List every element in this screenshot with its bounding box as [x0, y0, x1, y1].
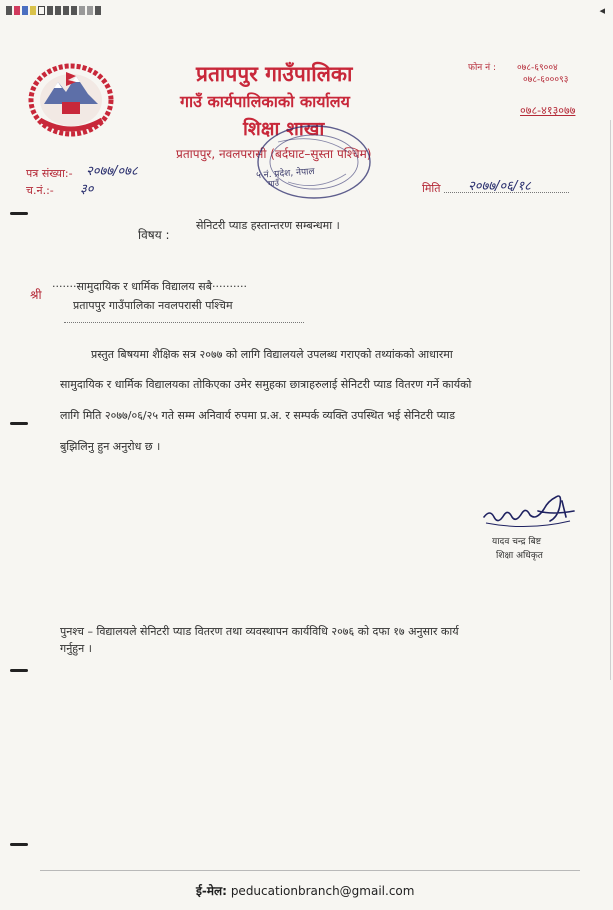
letter-number-label: पत्र संख्या:- [26, 167, 73, 180]
date-value: २०७७/०६/१८ [468, 179, 531, 194]
signer-title: शिक्षा अधिकृत [496, 551, 543, 561]
punch-mark [10, 843, 28, 846]
punch-mark [10, 212, 28, 215]
date-label: मिति [422, 182, 441, 195]
office-name: गाउँ कार्यपालिकाको कार्यालय [180, 92, 350, 111]
addressee-prefix: श्री [30, 288, 42, 302]
stamp-text: ५ नं. प्रदेश, नेपाल [255, 166, 315, 182]
dispatch-number-value: ३० [80, 182, 94, 197]
office-address: प्रतापपुर, नवलपरासी (बर्दघाट–सुस्ता पश्चिम) [176, 147, 372, 161]
subject-label: विषय : [138, 228, 170, 242]
body-text-line: लागि मिति २०७७/०६/२५ गते सम्म अनिवार्य रुपमा प्र.अ. र सम्पर्क व्यक्ति उपस्थित भई सेनिटरी प्याड [60, 409, 456, 422]
email-label: ई-मेल: [196, 884, 227, 898]
office-reg-number: ०७८-४१३०७७ [520, 104, 576, 117]
organization-name: प्रतापपुर गाउँपालिका [196, 62, 353, 86]
subject-text: सेनिटरी प्याड हस्तान्तरण सम्बन्धमा । [196, 219, 340, 232]
body-text-line: प्रस्तुत बिषयमा शैक्षिक सत्र २०७७ को लागि विद्यालयले उपलब्ध गराएको तथ्यांकको आधारमा [91, 348, 453, 361]
page-edge-shadow [610, 120, 611, 680]
section-name: शिक्षा शाखा [243, 118, 325, 140]
footer-divider [40, 870, 580, 871]
footer-email [196, 882, 414, 899]
signer-name: यादव चन्द्र बिष्ट [492, 537, 542, 547]
email-address[interactable]: peducationbranch@gmail.com [230, 884, 415, 898]
government-emblem-icon [26, 58, 116, 138]
dispatch-number-label: च.नं.:- [26, 184, 54, 197]
letter-number-value: २०७७/०७८ [86, 164, 138, 179]
body-text-line: सामुदायिक र धार्मिक विद्यालयका तोकिएका उमेर समुहका छात्राहरुलाई सेनिटरी प्याड वितरण गर्ने कार्यको [60, 378, 472, 391]
phone-number-2: ०७८-६०००९३ [523, 75, 569, 85]
postscript-line: गर्नुहुन । [60, 642, 92, 655]
handwritten-signature [478, 487, 582, 535]
addressee-line: ·······सामुदायिक र धार्मिक विद्यालय सबै·········· [52, 280, 247, 293]
phone-label: फोन नं : [468, 63, 497, 73]
addressee-dotted-line [64, 322, 304, 323]
punch-mark [10, 422, 28, 425]
phone-number-1: ०७८-६९००४ [517, 63, 558, 73]
addressee-line: प्रतापपुर गाउँपालिका नवलपरासी पश्चिम [73, 299, 233, 312]
body-text-line: बुझिलिनु हुन अनुरोध छ । [60, 440, 161, 453]
scanner-color-strip [6, 6, 101, 15]
corner-arrow-icon: ◂ [599, 4, 605, 17]
stamp-text: गाउँ [267, 178, 280, 189]
punch-mark [10, 669, 28, 672]
postscript-line: पुनश्च – विद्यालयले सेनिटरी प्याड वितरण तथा व्यवस्थापन कार्यविधि २०७६ को दफा १७ अनुसार कार्य [60, 625, 459, 638]
